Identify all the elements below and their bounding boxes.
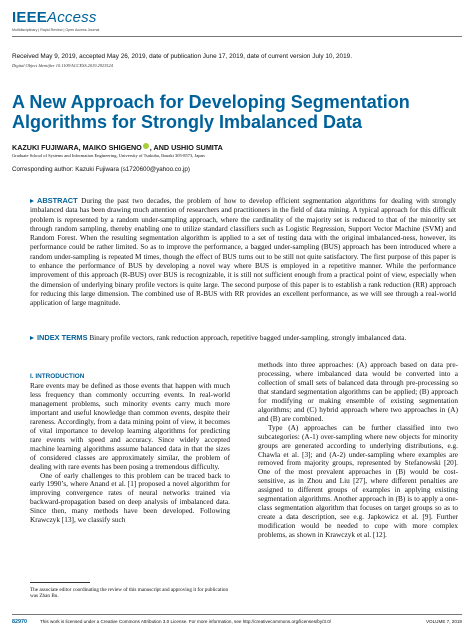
corresponding-author: Corresponding author: Kazuki Fujiwara (s1720600@yahoo.co.jp) <box>12 166 190 173</box>
abstract-heading: ABSTRACT <box>37 196 78 205</box>
volume-label: VOLUME 7, 2019 <box>425 619 462 624</box>
journal-logo: IEEEAccess <box>12 9 97 26</box>
index-terms-text: Binary profile vectors, rank reduction approach, repetitive bagged under-sampling, strongly imbalanced data. <box>89 334 407 342</box>
page-number: 82970 <box>12 619 27 625</box>
right-paragraph-2: Type (A) approaches can be further classified into two subcategories: (A-1) over-sampling where new objects for minority groups are generated according to underlying distributions, e.g. Chawla et al. [3]; and (A-2) under-sampling where examples are removed from majority groups, represented by Stefanowski [20]. One of the most prevalent approaches in (B) would be cost-sensitive, as in Zhou and Liu [27], where different penalties are assigned to different groups of examples in applying existing segmentation algorithms. Another approach in (B) is to apply a one-class segmentation algorithm that focuses on target groups so as to create a data description, see e.g. Japkowicz et al. [9]. Further modification would be needed to cope with more complex problems, as shown in Krawczyk et al. [12]. <box>258 422 458 540</box>
footnote-rule <box>30 582 90 583</box>
page-footer <box>12 619 462 625</box>
journal-tagline: Multidisciplinary | Rapid Review | Open Access Journal <box>12 28 100 32</box>
section-heading: I. INTRODUCTION <box>30 373 85 380</box>
abstract <box>30 196 456 309</box>
right-paragraph-1: methods into three approaches: (A) approach based on data pre-processing, where imbalanced data would be converted into a collection of small sets of balanced data through pre-processing so that standard segmentation algorithms can be applied; (B) approach for modifying or making ensemble of existing segmentation algorithms; and (C) hybrid approach where two approaches in (A) and (B) are combined. <box>258 360 458 423</box>
license-text[interactable]: This work is licensed under a Creative Commons Attribution 3.0 License. For more information, see http://creativecommons.org/licenses/by/3.0/ <box>40 619 332 624</box>
intro-paragraph-1: Rare events may be defined as those events that happen with much less frequency than commonly occurring events. In real-world management problems, such minority events carry much more important and useful knowledge than common events, despite their rareness. Accordingly, from a data mining point of view, it becomes of vital importance to develop learning algorithms for predicting rare events with speed and accuracy. Since widely accepted machine learning algorithms assume balanced data in that the sizes of considered classes are approximately similar, the problem of dealing with rare events has been posing a tremendous difficulty. <box>30 381 230 471</box>
header-rule <box>12 36 462 37</box>
right-column <box>258 361 458 540</box>
triangle-icon <box>30 336 34 340</box>
left-column <box>30 372 230 525</box>
affiliation: Graduate School of Systems and Information Engineering, University of Tsukuba, Ibaraki 305-8573, Japan <box>12 153 205 158</box>
authors <box>12 143 223 152</box>
authors-first: KAZUKI FUJIWARA, MAIKO SHIGENO <box>12 143 142 152</box>
orcid-icon[interactable] <box>143 143 149 149</box>
index-terms <box>30 333 456 343</box>
doi: Digital Object Identifier 10.1109/ACCESS.2019.2923524 <box>12 63 113 68</box>
authors-rest: , AND USHIO SUMITA <box>149 143 223 152</box>
triangle-icon <box>30 199 34 203</box>
publication-dates: Received May 9, 2019, accepted May 26, 2019, date of publication June 17, 2019, date of current version July 10, 2019. <box>12 53 352 60</box>
paper-title: A New Approach for Developing Segmentation Algorithms for Strongly Imbalanced Data <box>12 92 410 132</box>
index-terms-heading: INDEX TERMS <box>37 333 88 342</box>
intro-paragraph-2: One of early challenges to this problem can be traced back to early 1990’s, where Anand et al. [1] proposed a novel algorithm for improving convergence rates of neural networks trained via backward-propagation based on deep analysis of imbalanced data. Since then, many methods have been developed. Following Krawczyk [13], we classify such <box>30 470 230 525</box>
footer-rule <box>12 614 462 615</box>
footnote: The associate editor coordinating the review of this manuscript and approving it for publication was Zhan Bu. <box>30 587 229 600</box>
abstract-text: During the past two decades, the problem of how to develop efficient segmentation algorithms for dealing with strongly imbalanced data has been drawing much attention of researchers and practitioners in the field of data mining. A typical approach for this difficult problem is represented by a random under-sampling approach, where the cardinality of the majority set is reduced to that of the minority set through random sampling, thereby enabling one to utilize standard classifiers such as Logistic Regression, Support Vector Machine (SVM) and Random Forest. When the resulting segmentation algorithm is applied to a set of testing data with the original imbalanced-ness, however, its performance could be rather limited. So as to improve the performance, a bagged under-sampling (BUS) approach has been introduced where a random under-sampling is repeated M times, though the effect of BUS turns out to be still not quite satisfactory. The first purpose of this paper is to enhance the performance of BUS by developing a novel way where BUS is employed in a repetitive manner. While the performance improvement of this approach (R-BUS) over BUS is recognizable, it is still not sufficient enough from a practical point of view, especially when the dimension of underlying binary profile vectors is quite large. The second purpose of this paper is to establish a rank reduction (RR) approach for reducing this large dimension. The combined use of R-BUS with RR provides an excellent performance, as we will see through a real-world application of large magnitude. <box>30 197 457 308</box>
